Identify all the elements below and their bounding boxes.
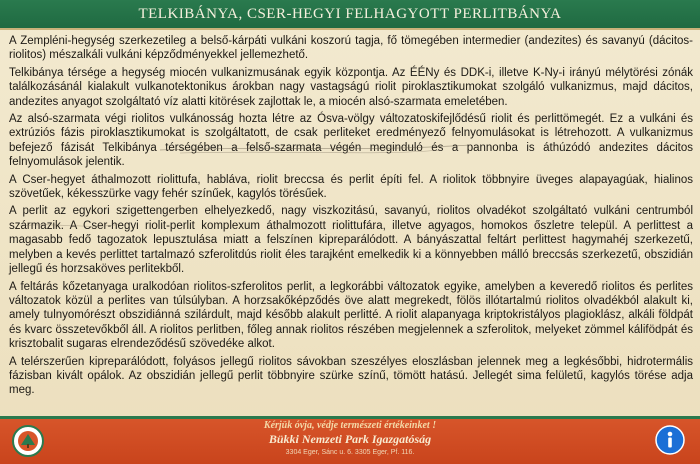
paragraph-1: A Zempléni-hegység szerkezetileg a belső-kárpáti vulkáni koszorú tagja, fő tömegében intermedier (andezites) és savanyú (dácitos-riolitos) mészalkáli vulkáni képződményekkel jellemezhető. <box>9 35 693 62</box>
title-bar <box>0 0 700 30</box>
sign-body <box>9 34 693 401</box>
sign-title: TELKIBÁNYA, CSER-HEGYI FELHAGYOTT PERLITBÁNYA <box>138 5 562 22</box>
paragraph-6: A feltárás kőzetanyaga uralkodóan riolitos-szferolitos perlit, a legkorábbi változatok egyike, amelyben a keveredő riolitos és perlites változatok közül a perlites van túlsúlyban. A horzsakőképződés öve alatt megrekedt, fölös illótartalmú riolitos olvadékból alakult ki, amely tulnyomórészt obszidiánná szilárdult, majd később alakult perlitté. A riolit alapanyaga kriptokristályos plagioklász, alkáli földpát és kvarc összetevőkből áll. A riolitos perlitben, főleg annak riolitos részében megjelennek a szferolitok, melyeket zömmel kálifödpát és krisztobalit sugaras elrendeződésű szövedéke alkot. <box>9 280 693 351</box>
paragraph-2: Telkibánya térsége a hegység miocén vulkanizmusának egyik központja. Az ÉÉNy és DDK-i, illetve K-Ny-i irányú mélytörési zónák találkozásánál kialakult vulkanotektonikus árokban nagy vastagságú riolit piroklasztikumokat szolgáló vulkanizmus, majd dácitos, andezites anyagot szolgáltató víz alatti kitörések zajlottak le, a miocén alsó-szarmata emeletében. <box>9 66 693 108</box>
paragraph-7: A telérszerűen kipreparálódott, folyásos jellegű riolitos sávokban szeszélyes eloszlásban jelennek meg a legkésőbbi, hidrotermális fázisban kivált opálok. Az obszidián jellegű perlit többnyire szürke színű, tömött hatású. Jellegét sima felületű, kagylós törése adja meg. <box>9 355 693 397</box>
organization-name: Bükki Nemzeti Park Igazgatóság <box>268 432 432 446</box>
info-icon <box>655 425 685 455</box>
organization-address: 3304 Eger, Sánc u. 6. 3305 Eger, Pf. 116. <box>285 449 415 456</box>
paragraph-3: Az alsó-szarmata végi riolitos vulkánosság hozta létre az Ósva-völgy változatoskifejlődésű riolit és perlittömegét. Ez a vulkáni és extrúziós fázis piroklasztikumokat is szolgáltatott, de csak perliteket eredményező felnyomulásokat is létrehozott. A vulkanizmus befejező fázisát Telkibánya térségében a felső-szarmata végén meginduló és a pannonba is áthúzódó andezites dácitos felnyomulások jelentik. <box>9 113 693 169</box>
slogan: Kérjük óvja, védje természeti értékeinket ! <box>263 420 437 431</box>
paragraph-4: A Cser-hegyet áthalmozott riolittufa, habláva, riolit breccsa és perlit építi fel. A riolitok többnyire üveges alapayagúak, hialinos szövetűek, kékesszürke vagy fehér színűek, kagylós törésűek. <box>9 173 693 201</box>
paragraph-5: A perlit az egykori szigettengerben elhelyezkedő, nagy viszkozitású, savanyú, riolitos olvadékot szolgáltató vulkáni centrumból származik. A Cser-hegyi riolit-perlit komplexum áthalmozott riolittufára, illetve agyagos, homokos őszletre települ. A perlittest a magasabb fedő tagozatok lepusztulása miatt a felszínen kipreparálódott. A bányászattal feltárt perlittest hagymahéj szerkezetű, melyben a kevés perlittet tartalmazó szferolitdús riolit éles tarajként emelkedik ki a könnyebben málló breccsás szerkezetű, obszidián jellegű és horzsaköves perlitekből. <box>9 205 693 276</box>
